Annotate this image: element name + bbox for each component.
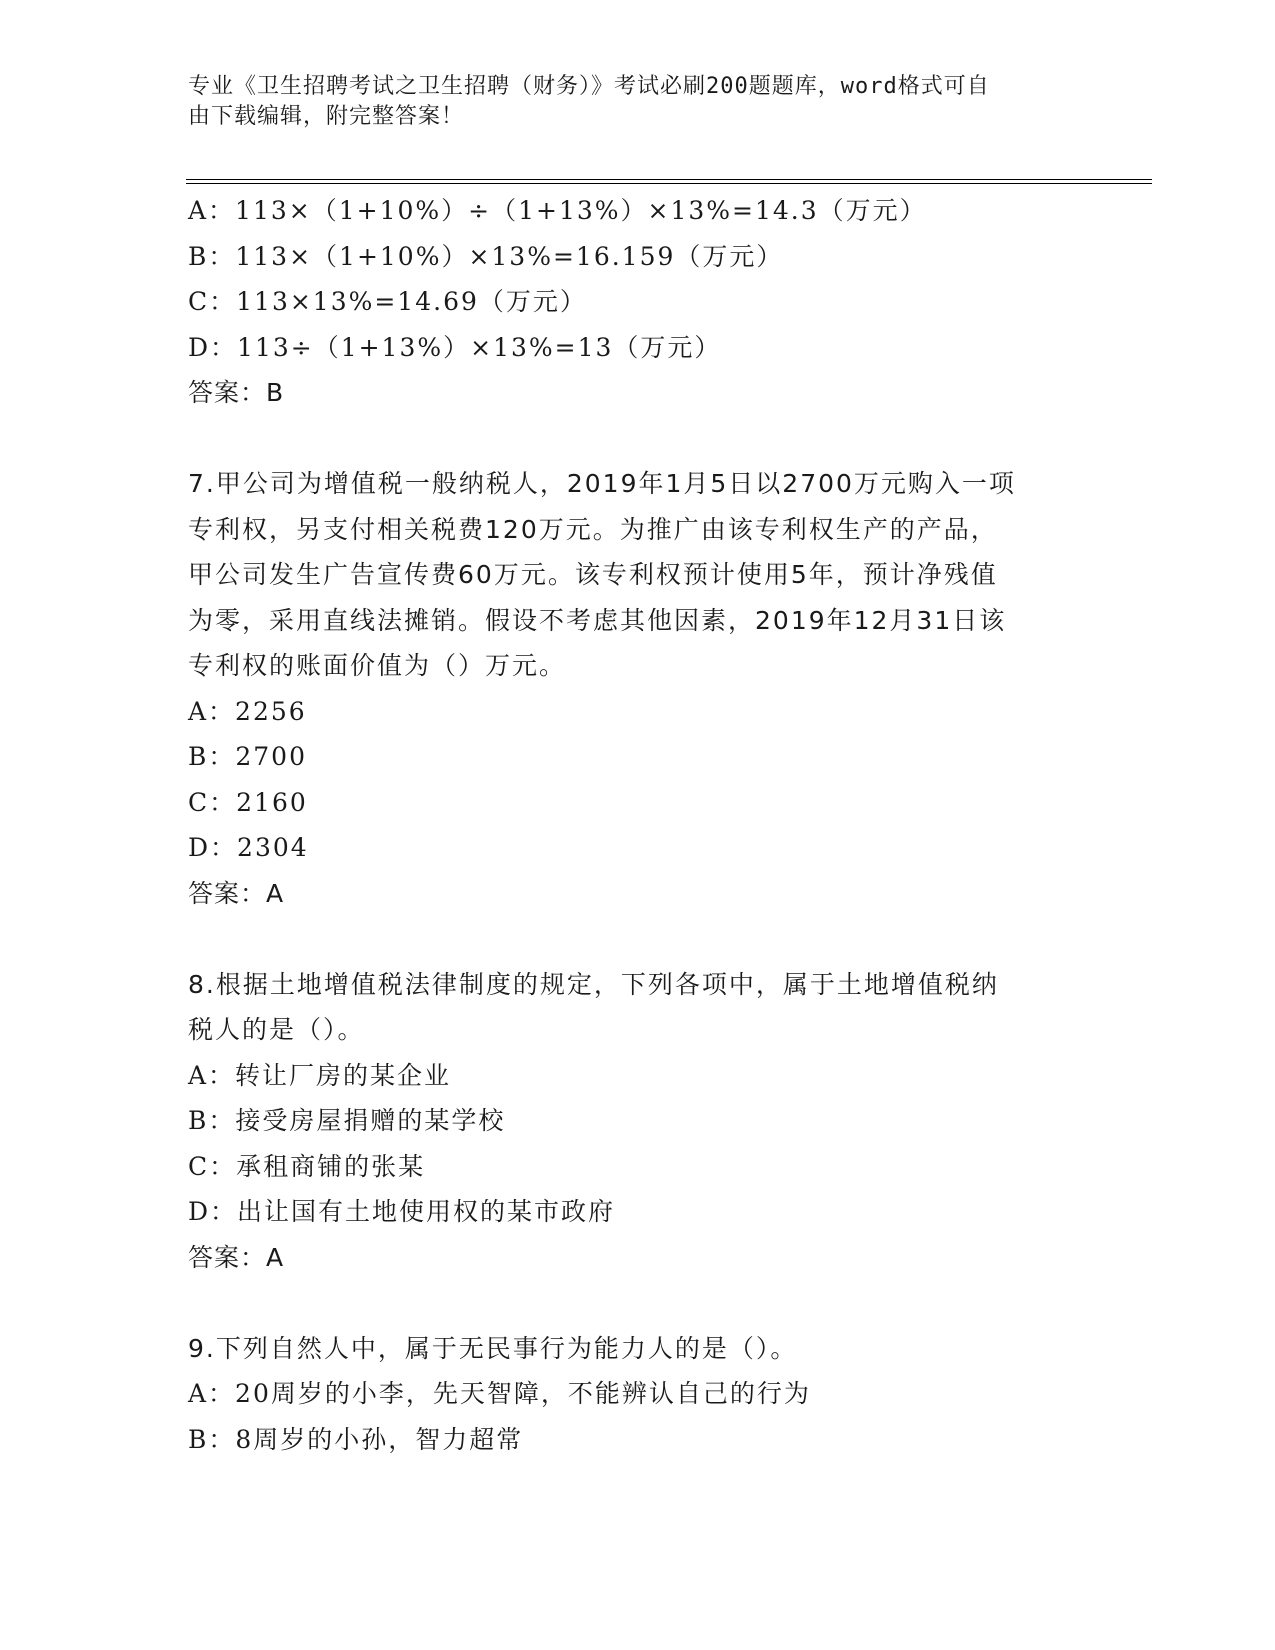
question-stem-line: 8.根据土地增值税法律制度的规定，下列各项中，属于土地增值税纳 [188,969,999,999]
option-c: C：承租商铺的张某 [188,1151,426,1181]
option-d: D：出让国有土地使用权的某市政府 [188,1197,616,1226]
header-line-2: 由下载编辑，附完整答案！ [188,104,465,129]
header-line-1: 专业《卫生招聘考试之卫生招聘（财务）》考试必刷200题题库，word格式可自 [188,74,990,99]
question-stem-line: 为零，采用直线法摊销。假设不考虑其他因素，2019年12月31日该 [188,605,1007,635]
option-a: A：2256 [188,696,307,726]
option-c: C：2160 [188,787,308,817]
answer: 答案：B [188,378,285,407]
question-stem-line: 9.下列自然人中，属于无民事行为能力人的是（）。 [188,1333,798,1363]
option-b: B：8周岁的小孙，智力超常 [188,1424,524,1454]
answer: 答案：A [188,1242,285,1272]
question-8 [188,962,1108,1281]
option-d: D：2304 [188,833,309,862]
question-stem-line: 税人的是（）。 [188,1015,365,1044]
header-rule-bottom [186,183,1152,184]
option-a: A：转让厂房的某企业 [188,1060,452,1090]
header-rule-top [186,179,1152,180]
question-stem-line: 甲公司发生广告宣传费60万元。该专利权预计使用5年，预计净残值 [188,560,998,589]
question-stem-line: 专利权，另支付相关税费120万元。为推广由该专利权生产的产品， [188,514,998,544]
option-b: B：接受房屋捐赠的某学校 [188,1106,506,1135]
option-a: A：20周岁的小李，先天智障，不能辨认自己的行为 [188,1379,811,1408]
answer: 答案：A [188,878,285,908]
document-header [188,72,1068,132]
option-a: A：113×（1+10%）÷（1+13%）×13%=14.3（万元） [188,196,927,225]
question-stem-line: 7.甲公司为增值税一般纳税人，2019年1月5日以2700万元购入一项 [188,469,1016,498]
question-6-tail [188,188,1108,416]
option-c: C：113×13%=14.69（万元） [188,287,587,316]
question-9 [188,1326,1108,1463]
option-b: B：2700 [188,742,307,771]
option-b: B：113×（1+10%）×13%=16.159（万元） [188,241,784,271]
question-list [188,188,1108,1462]
question-stem-line: 专利权的账面价值为（）万元。 [188,651,567,680]
option-d: D：113÷（1+13%）×13%=13（万元） [188,332,722,362]
question-7 [188,461,1108,916]
